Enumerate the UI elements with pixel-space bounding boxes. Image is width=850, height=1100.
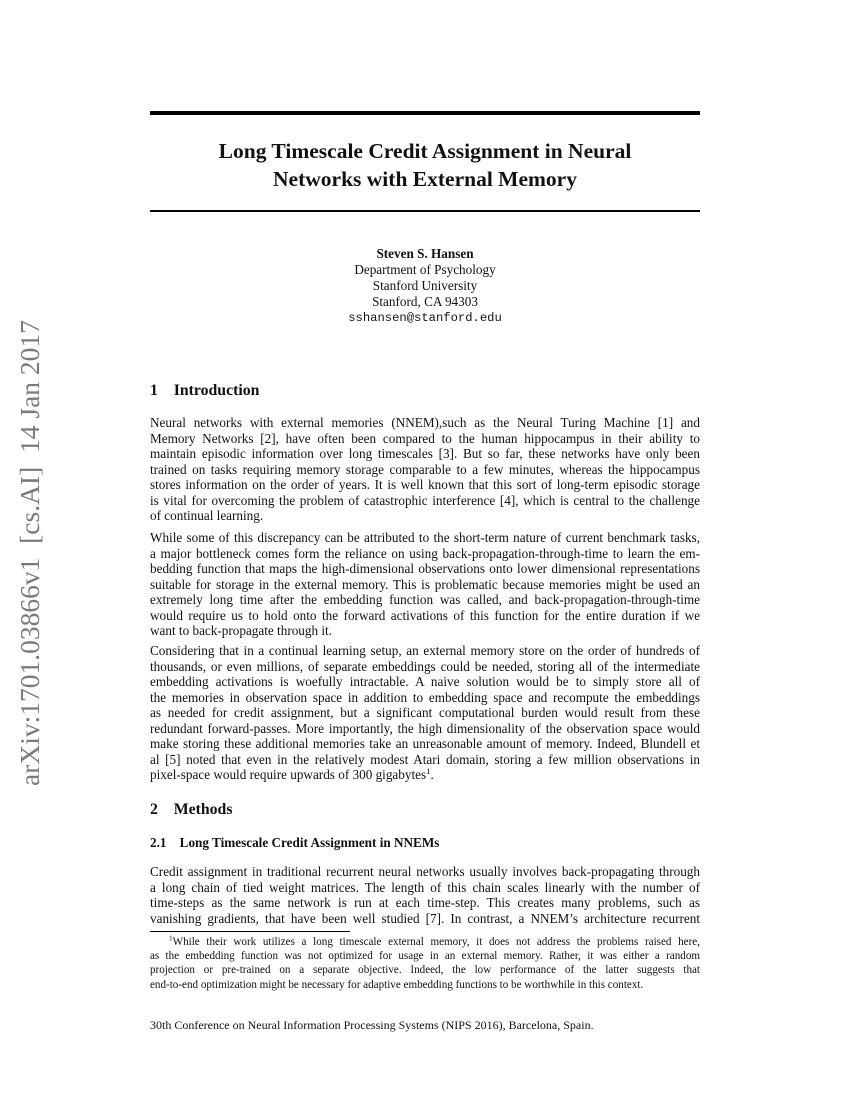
paragraph-3-line <box>150 767 700 783</box>
footnote-mark: 1 <box>169 934 173 943</box>
paragraph-1-line: stores information on the order of years. It is well known that this sort of long-term episodic storage <box>150 477 700 493</box>
sentence-end: . <box>430 767 434 783</box>
paragraph-3-line: redundant forward-passes. More importantly, the high dimensionality of the observation space would <box>150 720 700 736</box>
footnote <box>150 935 700 992</box>
paragraph-3-line: thousands, or even millions, of separate embeddings could be needed, storing all of the intermediate <box>150 658 700 674</box>
paragraph-3 <box>150 643 700 783</box>
arxiv-identifier: arXiv:1701.03866v1 [cs.AI] 14 Jan 2017 <box>14 320 45 786</box>
footnote-reference[interactable]: 1 <box>426 766 431 777</box>
title-line-2: Networks with External Memory <box>273 167 577 191</box>
paragraph-3-line: Considering that in a continual learning setup, an external memory store on the order of hundreds of <box>150 643 700 658</box>
footnote-line-text: While their work utilizes a long timescale external memory, it does not address the problems raised here, <box>172 936 700 948</box>
footnote-line: as the embedding function was not optimized for usage in an external memory. Rather, it was either a random <box>150 950 700 963</box>
title-line-1: Long Timescale Credit Assignment in Neural <box>218 139 632 163</box>
paragraph-2-line: extremely long time after the embedding function was called, and back-propagation-through-time <box>150 592 700 608</box>
paragraph-2-line: a major bottleneck comes form the reliance on using back-propagation-through-time to learn the em- <box>150 545 700 561</box>
section-heading-introduction: 1 Introduction <box>150 382 260 399</box>
author-department: Department of Psychology <box>354 262 496 277</box>
paragraph-1-line: maintain episodic information over long timescales [3]. But so far, these networks have only been <box>150 446 700 462</box>
paragraph-1-line: trained on tasks requiring memory storage comparable to a few minutes, whereas the hippocampus <box>150 461 700 477</box>
footnote-line: projection or pre-trained on a separate objective. Indeed, the low performance of the latter suggests that <box>150 964 700 977</box>
conference-footer: 30th Conference on Neural Information Processing Systems (NIPS 2016), Barcelona, Spain. <box>150 1018 594 1032</box>
title-top-rule <box>150 111 700 115</box>
paragraph-3-line: make storing these additional memories take an unreasonable amount of memory. Indeed, Blundell et <box>150 736 700 752</box>
paper-title <box>150 137 700 193</box>
paragraph-4 <box>150 864 700 926</box>
author-university: Stanford University <box>372 278 478 293</box>
paragraph-1-line: is vital for overcoming the problem of catastrophic interference [4], which is central to the challenge <box>150 492 700 508</box>
paragraph-1 <box>150 415 700 524</box>
paragraph-2-line: would require us to hold onto the forward activations of this function for the entire duration if we <box>150 607 700 623</box>
section-heading-methods: 2 Methods <box>150 801 233 818</box>
paragraph-4-line: Credit assignment in traditional recurrent neural networks usually involves back-propagating through <box>150 864 700 879</box>
paragraph-2-line: bedding function that maps the high-dimensional observations onto lower dimensional representations <box>150 561 700 577</box>
paragraph-3-line: as needed for credit assignment, but a significant computational burden would result from these <box>150 705 700 721</box>
paragraph-4-line: a long chain of tied weight matrices. The length of this chain scales linearly with the number of <box>150 879 700 895</box>
paragraph-3-line: embedding activations is woefully intractable. A naive solution would be to simply store all of <box>150 674 700 690</box>
paragraph-2 <box>150 530 700 639</box>
paragraph-3-line: al [5] noted that even in the relatively modest Atari domain, storing a few million observations in <box>150 751 700 767</box>
paragraph-3-line-text: pixel-space would require upwards of 300 gigabytes <box>150 767 427 783</box>
paragraph-3-line: the memories in observation space in addition to embedding space and recompute the embeddings <box>150 689 700 705</box>
footnote-line <box>150 935 700 949</box>
author-block <box>150 246 700 326</box>
paragraph-4-line: time-steps as the same network is run at each time-step. This creates many problems, such as <box>150 895 700 911</box>
subsection-heading: 2.1 Long Timescale Credit Assignment in NNEMs <box>150 835 440 850</box>
paragraph-4-line: vanishing gradients, that have been well studied [7]. In contrast, a NNEM’s architecture recurrent <box>150 910 700 926</box>
author-location: Stanford, CA 94303 <box>372 294 478 309</box>
paragraph-1-line: Neural networks with external memories (NNEM),such as the Neural Turing Machine [1] and <box>150 415 700 430</box>
paragraph-2-line: want to back-propagate through it. <box>150 623 333 639</box>
paragraph-1-line: of continual learning. <box>150 508 264 524</box>
author-email[interactable]: sshansen@stanford.edu <box>348 311 502 325</box>
title-bottom-rule <box>150 210 700 212</box>
footnote-rule <box>150 931 350 932</box>
footnote-line: end-to-end optimization might be necessary for adaptive embedding functions to be worthwhile in this context. <box>150 978 644 991</box>
author-name: Steven S. Hansen <box>376 246 474 261</box>
paragraph-2-line: suitable for storage in the external memory. This is problematic because memories might be used an <box>150 576 700 592</box>
paragraph-2-line: While some of this discrepancy can be attributed to the short-term nature of current benchmark tasks, <box>150 530 700 545</box>
paragraph-1-line: Memory Networks [2], have often been compared to the human hippocampus in their ability to <box>150 430 700 446</box>
